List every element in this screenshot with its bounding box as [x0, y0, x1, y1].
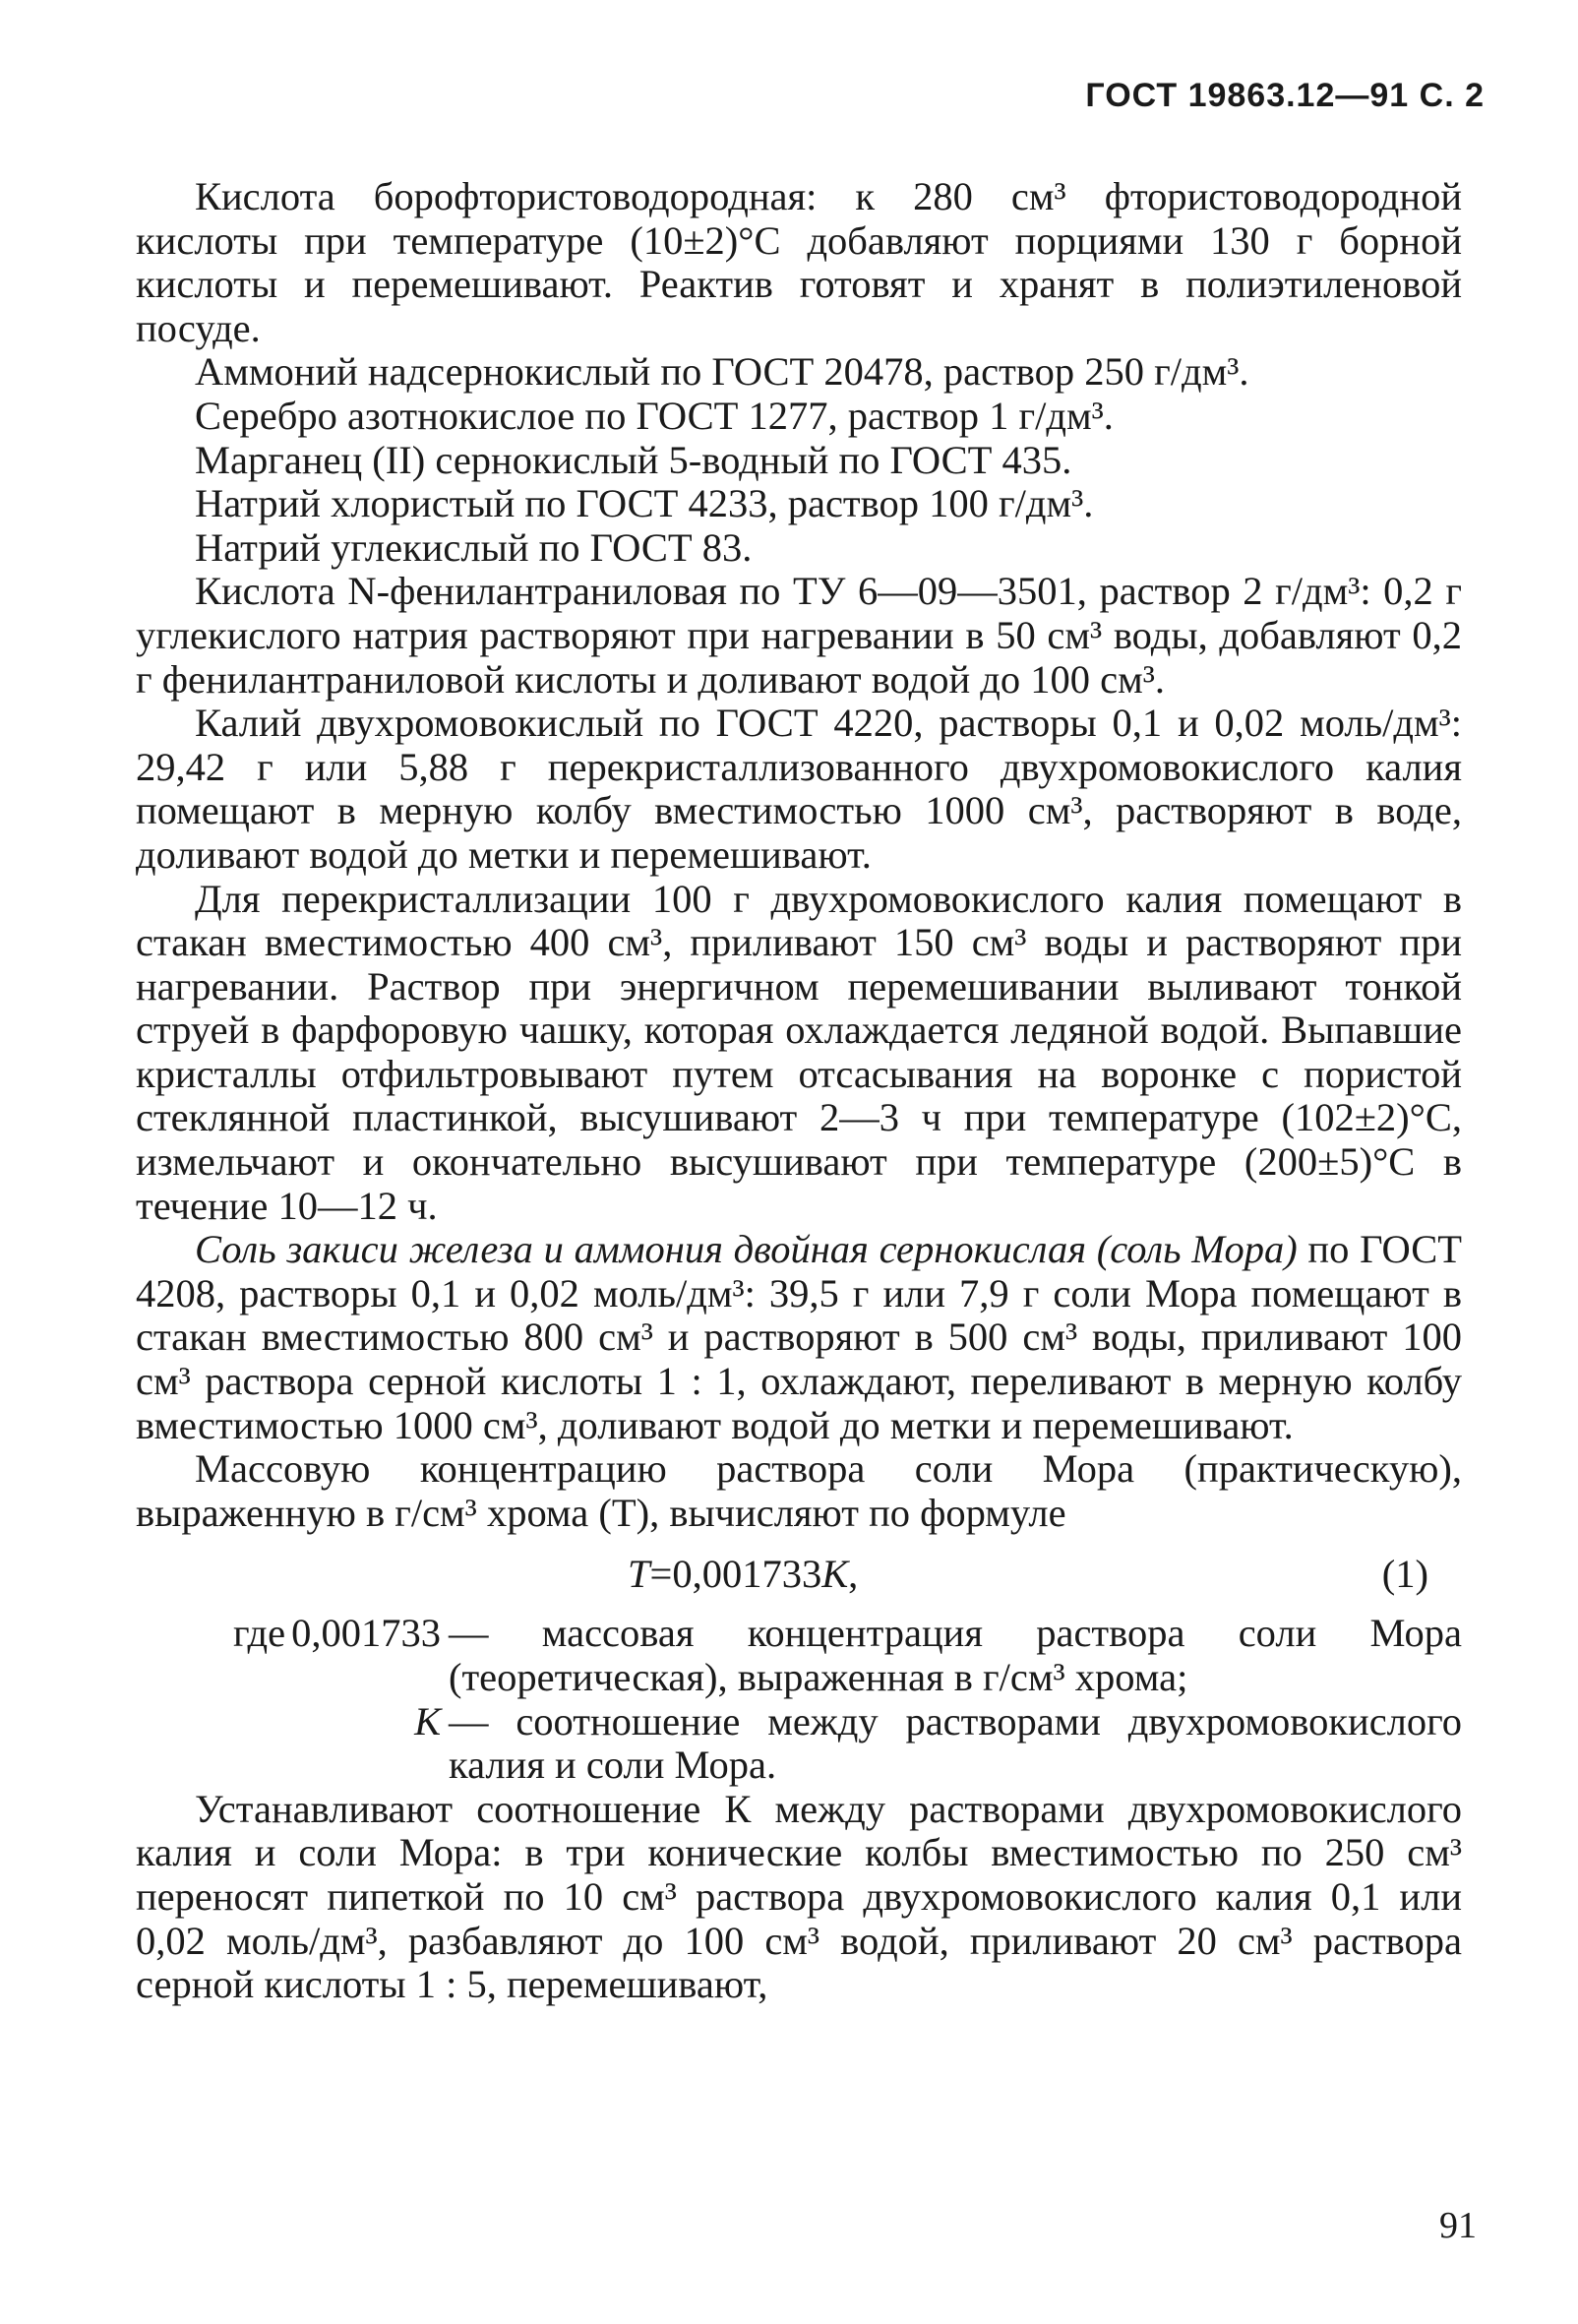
- formula-eq: =0,001733: [649, 1552, 822, 1597]
- formula-line: [136, 1549, 1462, 1606]
- paragraph-silver-nitrate: Серебро азотнокислое по ГОСТ 1277, раствор 1 г/дм³.: [195, 393, 1114, 438]
- definitions-list: [136, 1612, 1462, 1787]
- paragraph-sodium-chloride: Натрий хлористый по ГОСТ 4233, раствор 100 г/дм³.: [195, 481, 1094, 526]
- definition-text: — массовая концентрация раствора соли Мора (теоретическая), выраженная в г/см³ хрома;: [449, 1611, 1462, 1699]
- mohr-salt-text: по ГОСТ 4208, растворы 0,1 и 0,02 моль/дм³: 39,5 г или 7,9 г соли Мора помещают в стакан вместимостью 800 см³ и растворяют в 500 см³ воды, приливают 100 см³ раствора серной кислоты 1 : 1, охлаждают, переливают в мерную колбу вместимостью 1000 см³, доливают водой до метки и перемешивают.: [136, 1227, 1462, 1447]
- page-header: ГОСТ 19863.12—91 С. 2: [1085, 77, 1485, 114]
- paragraph-sodium-carbonate: Натрий углекислый по ГОСТ 83.: [195, 524, 753, 570]
- formula-lhs: Т: [628, 1552, 650, 1597]
- paragraph-recrystallization: Для перекристаллизации 100 г двухромовокислого калия помещают в стакан вместимостью 400 см³, приливают 150 см³ воды и растворяют при нагревании. Раствор при энергичном перемешивании выливают тонкой струей в фарфоровую чашку, которая охлаждается ледяной водой. Выпавшие кристаллы отфильтровывают путем отсасывания на воронке с пористой стеклянной пластинкой, высушивают 2—3 ч при температуре (102±2)°С, измельчают и окончательно высушивают при температуре (200±5)°С в течение 10—12 ч.: [136, 876, 1462, 1228]
- paragraph-mohr-salt: [136, 1228, 1462, 1447]
- paragraph-fluoroboric-acid: Кислота борофтористоводородная: к 280 см³ фтористоводородной кислоты при температуре (10±2)°С добавляют порциями 130 г борной кислоты и перемешивают. Реактив готовят и хранят в полиэтиленовой посуде.: [136, 174, 1462, 350]
- paragraph-manganese-sulfate: Марганец (II) сернокислый 5-водный по ГОСТ 435.: [195, 437, 1072, 482]
- formula-number: (1): [1381, 1552, 1428, 1597]
- definition-text: — соотношение между растворами двухромовокислого калия и соли Мора.: [449, 1698, 1462, 1788]
- paragraph-ammonium-persulfate: Аммоний надсернокислый по ГОСТ 20478, раствор 250 г/дм³.: [195, 349, 1249, 395]
- paragraph-potassium-dichromate: Калий двухромовокислый по ГОСТ 4220, растворы 0,1 и 0,02 моль/дм³: 29,42 г или 5,88 г перекристаллизованного двухромовокислого калия помещают в мерную колбу вместимостью 1000 см³, растворяют в воде, доливают водой до метки и перемешивают.: [136, 701, 1462, 877]
- document-body: [136, 175, 1462, 2007]
- definition-lead: где: [232, 1611, 286, 1656]
- paragraph-phenylanthranilic-acid: Кислота N-фенилантраниловая по ТУ 6—09—3501, раствор 2 г/дм³: 0,2 г углекислого натрия растворяют при нагревании в 50 см³ воды, добавляют 0,2 г фенилантраниловой кислоты и доливают водой до 100 см³.: [136, 569, 1462, 702]
- mohr-salt-name: Соль закиси железа и аммония двойная сернокислая (соль Мора): [195, 1227, 1298, 1272]
- definition-symbol: 0,001733: [291, 1611, 441, 1656]
- formula-var: К: [821, 1552, 849, 1597]
- formula: [628, 1553, 858, 1597]
- definition-symbol: К: [414, 1698, 441, 1743]
- definition-term: [136, 1700, 441, 1744]
- definition-row: [136, 1612, 1462, 1699]
- paragraph-formula-intro: Массовую концентрацию раствора соли Мора (практическую), выраженную в г/см³ хрома (Т), вычисляют по формуле: [136, 1446, 1462, 1535]
- formula-tail: ,: [848, 1552, 859, 1597]
- page-number: 91: [1439, 2205, 1477, 2246]
- definition-term: [136, 1612, 441, 1656]
- paragraph-ratio-procedure: Устанавливают соотношение К между растворами двухромовокислого калия и соли Мора: в три конические колбы вместимостью по 250 см³ переносят пипеткой по 10 см³ раствора двухромовокислого калия 0,1 или 0,02 моль/дм³, разбавляют до 100 см³ водой, приливают 20 см³ раствора серной кислоты 1 : 5, перемешивают,: [136, 1786, 1462, 2007]
- definition-row: [136, 1700, 1462, 1788]
